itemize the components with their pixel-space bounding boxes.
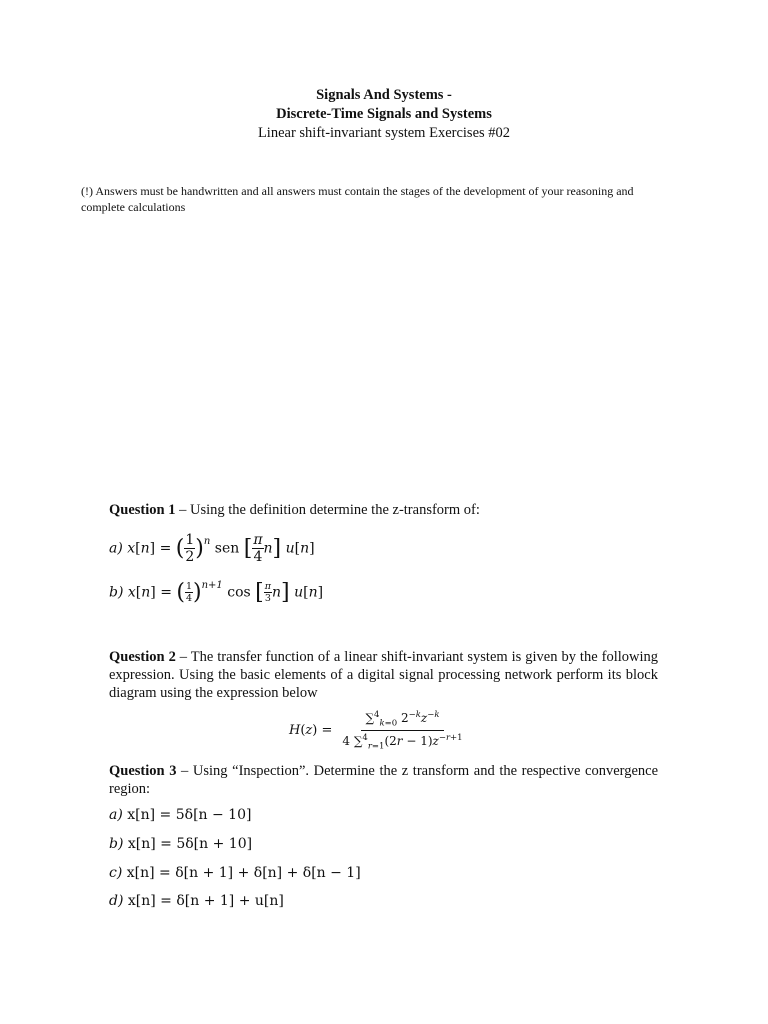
item-label: b)	[109, 836, 128, 852]
item-label: b)	[109, 584, 128, 601]
item-expression: x[n] = δ[n + 1] + u[n]	[127, 893, 284, 909]
notice-text: (!) Answers must be handwritten and all answers must contain the stages of the development of your reasoning and complete calculations	[81, 184, 634, 214]
title-line-1: Signals And Systems -	[316, 87, 452, 103]
question-2-label: Question 2	[109, 649, 176, 665]
question-1-text: – Using the definition determine the z-transform of:	[175, 502, 480, 518]
item-expression: x[n] = 5δ[n + 10]	[127, 836, 253, 852]
question-1-item-a: a) x[n] = ( $\frac{1}{2}$ )$^n$ sen [ $\frac{\pi}{4}$ n] u[n]	[109, 532, 315, 565]
item-label: a)	[109, 807, 128, 823]
item-expression: x[n] = δ[n + 1] + δ[n] + δ[n − 1]	[126, 865, 361, 881]
question-3-item-d	[109, 893, 284, 909]
transfer-function-equation: H(z) = $\frac{\sum^4_{k=0} 2^{-k}z^{-k}}{4 \sum^4_{r=1}(2r - 1)z^{-r+1}}$	[289, 710, 463, 752]
question-3-label: Question 3	[109, 763, 177, 779]
item-expression: x[n] = 5δ[n − 10]	[127, 807, 252, 823]
question-3-item-b	[109, 836, 252, 852]
title-block	[0, 86, 768, 142]
question-2	[109, 648, 658, 702]
title-line-3: Linear shift-invariant system Exercises #02	[257, 125, 511, 141]
question-1-item-b: b) x[n] = ( $\frac{1}{4}$ )$^{n+1}$ cos [ $\frac{\pi}{3}$ n] u[n]	[109, 579, 324, 605]
question-3-text: – Using “Inspection”. Determine the z transform and the respective convergence region:	[109, 763, 659, 797]
question-3	[109, 762, 658, 798]
question-1	[109, 501, 658, 519]
item-label: a)	[109, 540, 128, 557]
item-label: d)	[109, 893, 128, 909]
question-3-item-c	[109, 865, 361, 881]
question-3-item-a	[109, 807, 251, 823]
item-label: c)	[109, 865, 127, 881]
question-2-text: – The transfer function of a linear shift-invariant system is given by the following expression. Using the basic elements of a digital signal processing network perform its block diagram using the expression below	[109, 649, 659, 701]
title-line-2: Discrete-Time Signals and Systems	[276, 106, 492, 122]
question-1-label: Question 1	[109, 502, 176, 518]
